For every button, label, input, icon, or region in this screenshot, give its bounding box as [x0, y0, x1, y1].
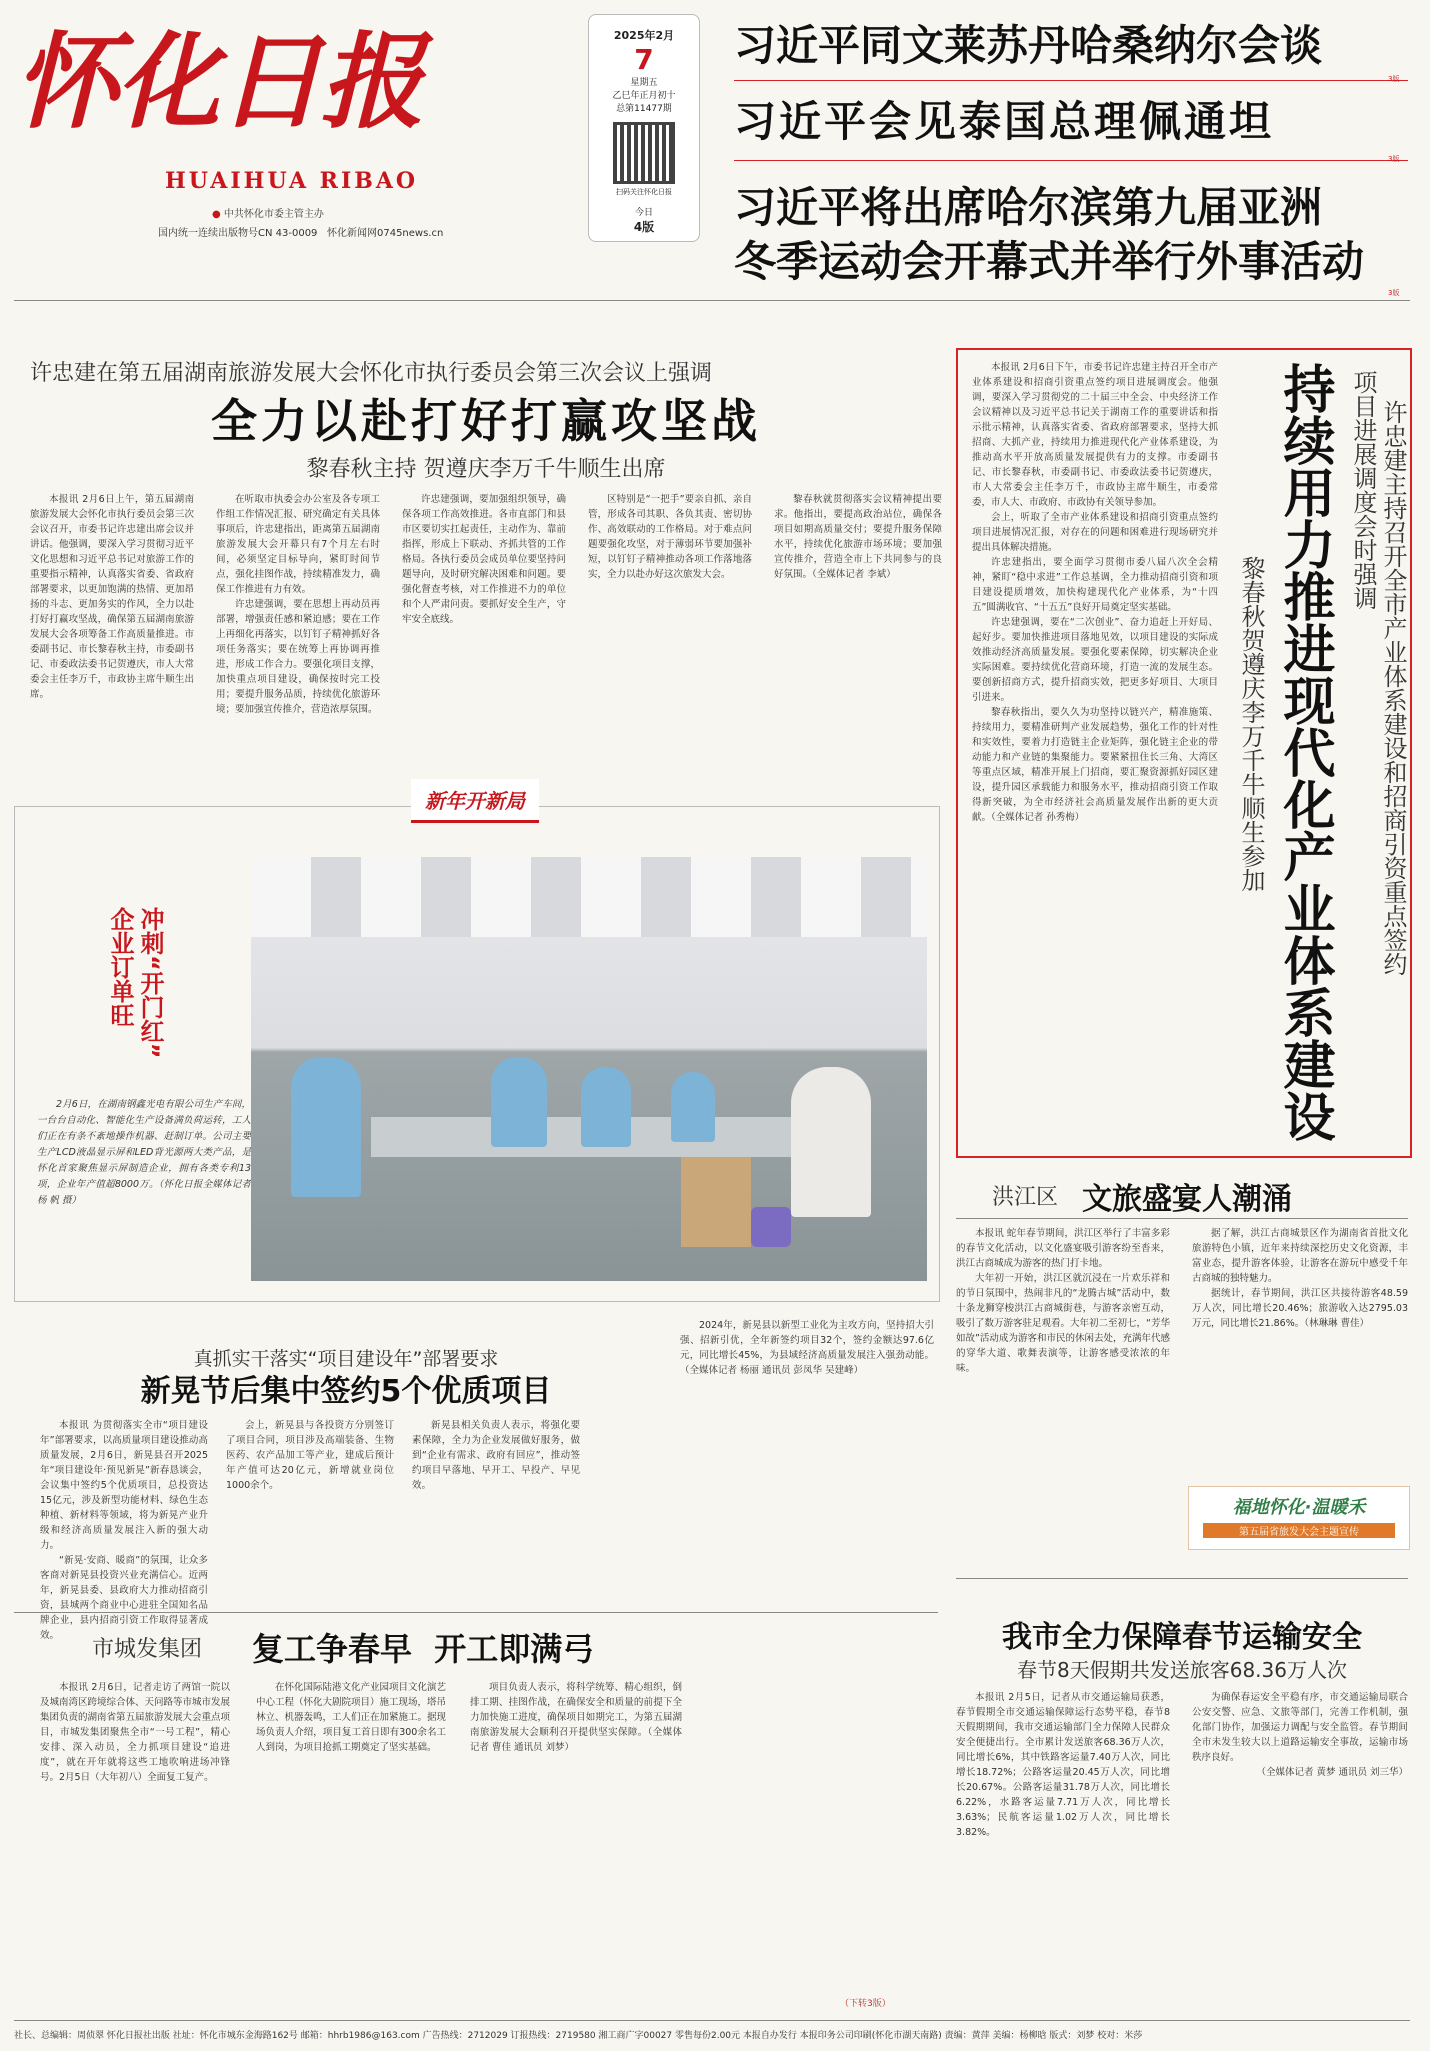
- group-column-1: 本报讯 2月6日，记者走访了两馆一院以及城南湾区跨境综合体、天问路等市城市发展集团负责的湖南省第五届旅游发展大会重点项目，市城发集团聚焦全市“一号工程”，精心安排、深入动员，全力抓项目建设“追进度”，就在开年就将这些工地吹响进场冲锋号。2月5日（大年初八）全面复工复产。: [40, 1682, 231, 1783]
- feature-badge: 新年开新局: [411, 779, 539, 823]
- lead-column-5: 黎春秋就贯彻落实会议精神提出要求。他指出，要提高政治站位，确保各项目如期高质量交付；要提升服务保障水平，持续优化旅游市场环境；要加强宣传推介，营造全市上下共同参与的良好氛围。（全媒体记者 李斌）: [774, 494, 942, 580]
- tourism-header: [956, 1174, 1408, 1217]
- lead-column-3: 许忠建强调，要加强组织领导，确保各项工作高效推进。各市直部门和县市区要切实扛起责任，主动作为、靠前指挥，形成上下联动、齐抓共管的工作格局。各执行委员会成员单位要坚持问题导向，及时研究解决困难和问题。要强化督查考核，对工作推进不力的单位和个人严肃问责。要抓好安全生产，守牢安全底线。: [402, 494, 566, 625]
- group-header: [14, 1622, 938, 1668]
- sponsor-emblem-icon: ●: [212, 209, 221, 220]
- projects-column-1: 本报讯 为贯彻落实全市“项目建设年”部署要求，以高质量项目建设推动高质量发展，2月6日，新晃县召开2025年“项目建设年·预见新晃”新春恳谈会，会议集中签约5个优质项目，总投资达15亿元，涉及新型功能材料、绿色生态种植、新材料等领域，将为新晃产业升级和经济高质量发展注入新的强大动力。 “新晃·安商、暖商”的氛围，让众多客商对新晃县投资兴业充满信心。近两年，新晃县委、县政府大力推动招商引资，县城两个商业中心进驻全国知名品牌企业，县内招商引资工作取得显著成效。: [40, 1420, 208, 1641]
- industry-title[interactable]: 持续用力推进现代化产业体系建设: [1274, 362, 1334, 1142]
- tourism-kicker[interactable]: 洪江区: [992, 1185, 1059, 1210]
- date-year-month: 2025年2月: [613, 29, 675, 42]
- projects-title[interactable]: 新晃节后集中签约5个优质项目: [140, 1374, 552, 1409]
- tourism-column-2: 据了解，洪江古商城景区作为湖南省首批文化旅游特色小镇，近年来持续深挖历史文化资源，丰富业态，提升游客体验，让游客在游玩中感受千年古商城的独特魅力。 据统计，春节期间，洪江区共接待游客48.59万人次，同比增长20.46%；旅游收入达2795.03万元，同比增长21.86%。（林琳琳 曹佳）: [1192, 1228, 1408, 1329]
- group-column-3: 项目负责人表示，将科学统筹、精心组织，倒排工期、挂图作战，在确保安全和质量的前提下全力加快施工进度，确保项目如期完工，为第五届湖南旅游发展大会顺利召开提供坚实保障。（全媒体记者 曹佳 通讯员 刘梦）: [470, 1682, 682, 1753]
- divider: [956, 1218, 1408, 1219]
- transport-column-2: 为确保春运安全平稳有序，市交通运输局联合公安交警、应急、文旅等部门，完善工作机制，强化部门协作，加强运力调配与安全监管。春节期间全市未发生较大以上道路运输安全事故，运输市场秩序良好。 （全媒体记者 黄梦 通讯员 刘三华）: [1192, 1692, 1408, 1778]
- divider: [956, 1578, 1408, 1579]
- top-headline-2[interactable]: 习近平会见泰国总理佩通坦: [734, 97, 1275, 146]
- group-column-2: 在怀化国际陆港文化产业园项目文化演艺中心工程（怀化大剧院项目）施工现场，塔吊林立、机器轰鸣，工人们正在加紧施工。据现场负责人介绍，项目复工首日即有300余名工人到岗，为项目抢抓工期奠定了坚实基础。: [256, 1682, 447, 1753]
- masthead-pinyin: HUAIHUA RIBAO: [165, 168, 419, 194]
- divider: [14, 1612, 938, 1613]
- worker-figure: [791, 1067, 871, 1217]
- masthead: [0, 0, 1430, 297]
- top-headline-3[interactable]: 习近平将出席哈尔滨第九届亚洲: [734, 183, 1323, 232]
- top-headline-1[interactable]: 习近平同文莱苏丹哈桑纳尔会谈: [734, 21, 1323, 70]
- issue-number: 总第11477期: [616, 104, 672, 114]
- photo-feature-box: [14, 789, 940, 1302]
- page-ref[interactable]: 3版: [1388, 75, 1400, 83]
- page-ref[interactable]: 3版: [1388, 155, 1400, 163]
- industry-subtitle: 黎春秋贺遵庆李万千牛顺生参加: [1237, 556, 1265, 892]
- photo-caption: 2月6日，在湖南钢鑫光电有限公司生产车间，一台台自动化、智能化生产设备满负荷运转，工人们正在有条不紊地操作机器、赶制订单。公司主要生产LCD液晶显示屏和LED背光源两大类产品，是怀化首家聚焦显示屏制造企业，拥有各类专利13项，企业年产值超8000万。（怀化日报全媒体记者 杨 帆 摄）: [37, 1099, 251, 1206]
- factory-photo[interactable]: [251, 857, 927, 1281]
- promo-line-1: 福地怀化·温暖禾: [1232, 1497, 1366, 1518]
- industry-story-box: [956, 348, 1412, 1158]
- qr-caption: 扫码关注怀化日报: [616, 188, 672, 196]
- publication-numbers: 国内统一连续出版物号CN 43-0009 怀化新闻网0745news.cn: [158, 228, 444, 239]
- factory-box: [681, 1157, 751, 1247]
- projects-column-2: 会上，新晃县与各投资方分别签订了项目合同，项目涉及高端装备、生物医药、农产品加工等产业，建成后预计年产值可达20亿元，新增就业岗位1000余个。: [226, 1420, 394, 1491]
- projects-column-4: 2024年，新晃县以新型工业化为主攻方向，坚持招大引强、招新引优，全年新签约项目32个，签约金额达97.6亿元，同比增长45%，为县域经济高质量发展注入强劲动能。（全媒体记者 杨丽 通讯员 彭凤华 吴建峰）: [680, 1320, 934, 1376]
- lead-kicker[interactable]: 许忠建在第五届湖南旅游发展大会怀化市执行委员会第三次会议上强调: [30, 361, 713, 386]
- industry-body-column: 本报讯 2月6日下午，市委书记许忠建主持召开全市产业体系建设和招商引资重点签约项目进展调度会。他强调，要深入学习贯彻党的二十届三中全会、中央经济工作会议精神以及习近平总书记关于湖南工作的重要讲话和指示批示精神，认真落实省委、省政府部署要求，坚持大抓招商、大抓产业，持续用力推进现代化产业体系建设，为推动高水平开放高质量发展提供有力的支撑。市委副书记、市长黎春秋，市委副书记、市委政法委书记贺遵庆，市人大常委会主任李万千，市政协主席牛顺生，市委常委，市人大、市政府、市政协有关领导参加。 会上，听取了全市产业体系建设和招商引资重点签约项目进展情况汇报，对存在的问题和困难进行现场研究并提出具体解决措施。 许忠建指出，要全面学习贯彻市委八届八次全会精神，紧盯“稳中求进”工作总基调，全力推动招商引资和项目建设提质增效，加快构建现代化产业体系，为“十四五”圆满收官、“十五五”良好开局奠定坚实基础。 许忠建强调，要在“二次创业”、奋力追赶上开好局、起好步。要加快推进项目落地见效，以项目建设的实际成效推动经济高质量发展。要强化要素保障，切实解决企业实际困难。要持续优化营商环境，打造一流的发展生态。要创新招商方式，提升招商实效，把更多好项目、大项目引进来。 黎春秋指出，要久久为功坚持以链兴产，精准施策、持续用力，要精准研判产业发展趋势，强化工作的针对性和实效性，要着力打造链主企业矩阵，强化链主企业的带动能力和产业链的集聚能力。要紧紧扭住长三角、大湾区等重点区域，精准开展上门招商，要汇聚资源抓好园区建设，提升园区承载能力和服务水平，推动招商引资工作取得新突破，为全市经济社会高质量发展作出新的更大贡献。（全媒体记者 孙秀梅）: [972, 362, 1218, 823]
- worker-figure: [291, 1057, 361, 1197]
- group-title[interactable]: 复工争春早 开工即满弓: [252, 1630, 595, 1668]
- feature-vertical-sub[interactable]: 企业订单旺: [106, 907, 134, 1027]
- projects-kicker[interactable]: 真抓实干落实“项目建设年”部署要求: [193, 1348, 499, 1370]
- top-headline-4[interactable]: 冬季运动会开幕式并举行外事活动: [734, 237, 1365, 286]
- footer-divider: [14, 2020, 1410, 2021]
- transport-column-1: 本报讯 2月5日，记者从市交通运输局获悉，春节假期全市交通运输保障运行态势平稳，春节8天假期期间，我市交通运输部门全力保障人民群众安全便捷出行。全市累计发送旅客68.36万人次，同比增长6%，其中铁路客运量7.40万人次，同比增长18.72%；公路客运量20.45万人次，同比增长20.67%。公路客运量31.78万人次，同比增长6.22%，水路客运量7.71万人次，同比增长3.63%；民航客运量1.02万人次，同比增长3.82%。: [956, 1692, 1170, 1838]
- worker-figure: [671, 1072, 715, 1142]
- divider: [734, 80, 1408, 81]
- pages-count: 4版: [633, 220, 655, 234]
- projects-column-3: 新晃县相关负责人表示，将强化要素保障，全力为企业发展做好服务，做到“企业有需求、政府有回应”，推动签约项目早落地、早开工、早投产、早见效。: [412, 1420, 580, 1491]
- lead-column-2: 在听取市执委会办公室及各专项工作组工作情况汇报、研究确定有关具体事项后，许忠建指出，距离第五届湖南旅游发展大会开幕只有7个月左右时间，必须坚定目标导向，紧盯时间节点，强化挂图作战，持续精准发力，确保工作推进有力有效。 许忠建强调，要在思想上再动员再部署，增强责任感和紧迫感；要在工作上再细化再落实，以钉钉子精神抓好各项任务落实；要在统筹上再协调再推进，形成工作合力。要强化项目支撑，加快重点项目建设，确保按时完工投用；要提升服务品质，持续优化旅游环境；要加强宣传推介，营造浓厚氛围。: [216, 494, 380, 715]
- lead-body: [30, 492, 942, 778]
- worker-figure: [491, 1057, 547, 1147]
- masthead-divider: [14, 300, 1410, 301]
- qr-code-icon[interactable]: [613, 122, 675, 184]
- worker-figure: [581, 1067, 631, 1147]
- transport-subtitle: 春节8天假期共发送旅客68.36万人次: [1017, 1658, 1347, 1682]
- masthead-logo: 怀化日报: [14, 20, 423, 143]
- factory-ceiling-lights: [251, 857, 927, 937]
- industry-kicker-1[interactable]: 许忠建主持召开全市产业体系建设和招商引资重点签约: [1379, 400, 1407, 976]
- divider: [734, 160, 1408, 161]
- tourism-promo-banner[interactable]: [1188, 1486, 1410, 1550]
- page-ref[interactable]: 3版: [1388, 289, 1400, 297]
- date-box: [588, 14, 700, 242]
- industry-kicker-2[interactable]: 项目进展调度会时强调: [1349, 370, 1377, 610]
- lead-column-1: 本报讯 2月6日上午，第五届湖南旅游发展大会怀化市执行委员会第三次会议召开，市委书记许忠建出席会议并讲话。他强调，要深入学习贯彻习近平文化思想和习近平总书记对旅游工作的重要指示精神，认真落实省委、省政府部署要求，以更加饱满的热情、更加昂扬的斗志、更加务实的作风，全力以赴打好打赢攻坚战，确保第五届湖南旅游发展大会各项筹备工作高质量推进。市委副书记、市长黎春秋主持，市委副书记、市委政法委书记贺遵庆，市人大常委会主任李万千，市政协主席牛顺生出席。: [30, 494, 194, 700]
- tourism-column-1: 本报讯 蛇年春节期间，洪江区举行了丰富多彩的春节文化活动，以文化盛宴吸引游客纷至沓来，洪江古商城成为游客的热门打卡地。 大年初一开始，洪江区就沉浸在一片欢乐祥和的节日氛围中，热闹非凡的“龙腾古城”活动中，数十条龙狮穿梭洪江古商城街巷，与游客亲密互动，吸引了数万游客驻足观看。大年初二至初七，“芳华如故”活动成为游客和市民的休闲去处，充满年代感的穿华大道、歌舞表演等，让游客感受浓浓的年味。: [956, 1228, 1170, 1374]
- transport-title[interactable]: 我市全力保障春节运输安全: [1002, 1620, 1362, 1655]
- factory-stool: [751, 1207, 791, 1247]
- group-kicker[interactable]: 市城发集团: [92, 1637, 203, 1662]
- date-day: 7: [634, 43, 654, 76]
- feature-vertical-title[interactable]: 冲刺“开门红”: [136, 907, 164, 1059]
- lunar-date: 乙巳年正月初十: [612, 91, 676, 101]
- weekday: 星期五: [630, 78, 658, 88]
- lead-column-4: 区特别是“一把手”要亲自抓、亲自管，形成各司其职、各负其责、密切协作、高效联动的工作格局。对于难点问题要强化攻坚，对于薄弱环节要加强补短，以钉钉子精神推动各项工作落地落实，全力以赴办好这次旅发大会。: [588, 494, 752, 580]
- promo-line-2: 第五届省旅发大会主题宣传: [1203, 1523, 1395, 1538]
- pages-label: 今日: [634, 208, 653, 218]
- sponsor-line: ● 中共怀化市委主管主办: [212, 209, 324, 220]
- lead-title[interactable]: 全力以赴打好打赢攻坚战: [211, 394, 761, 448]
- lead-subtitle: 黎春秋主持 贺遵庆李万千牛顺生出席: [306, 457, 666, 482]
- continued-link[interactable]: （下转3版）: [840, 1999, 891, 2009]
- footer-info: 社长、总编辑：周侦翠 怀化日报社出版 社址：怀化市城东金海路162号 邮箱：hhrb1986@163.com 广告热线：2712029 订报热线：2719580 湘工商广字00027 零售每份2.00元 本报自办发行 本报印务公司印刷(怀化市湖天南路) 责编：黄萍 美编：杨柳晗 版式：刘梦 校对：米莎: [14, 2031, 1143, 2041]
- tourism-title[interactable]: 文旅盛宴人潮涌: [1082, 1182, 1292, 1217]
